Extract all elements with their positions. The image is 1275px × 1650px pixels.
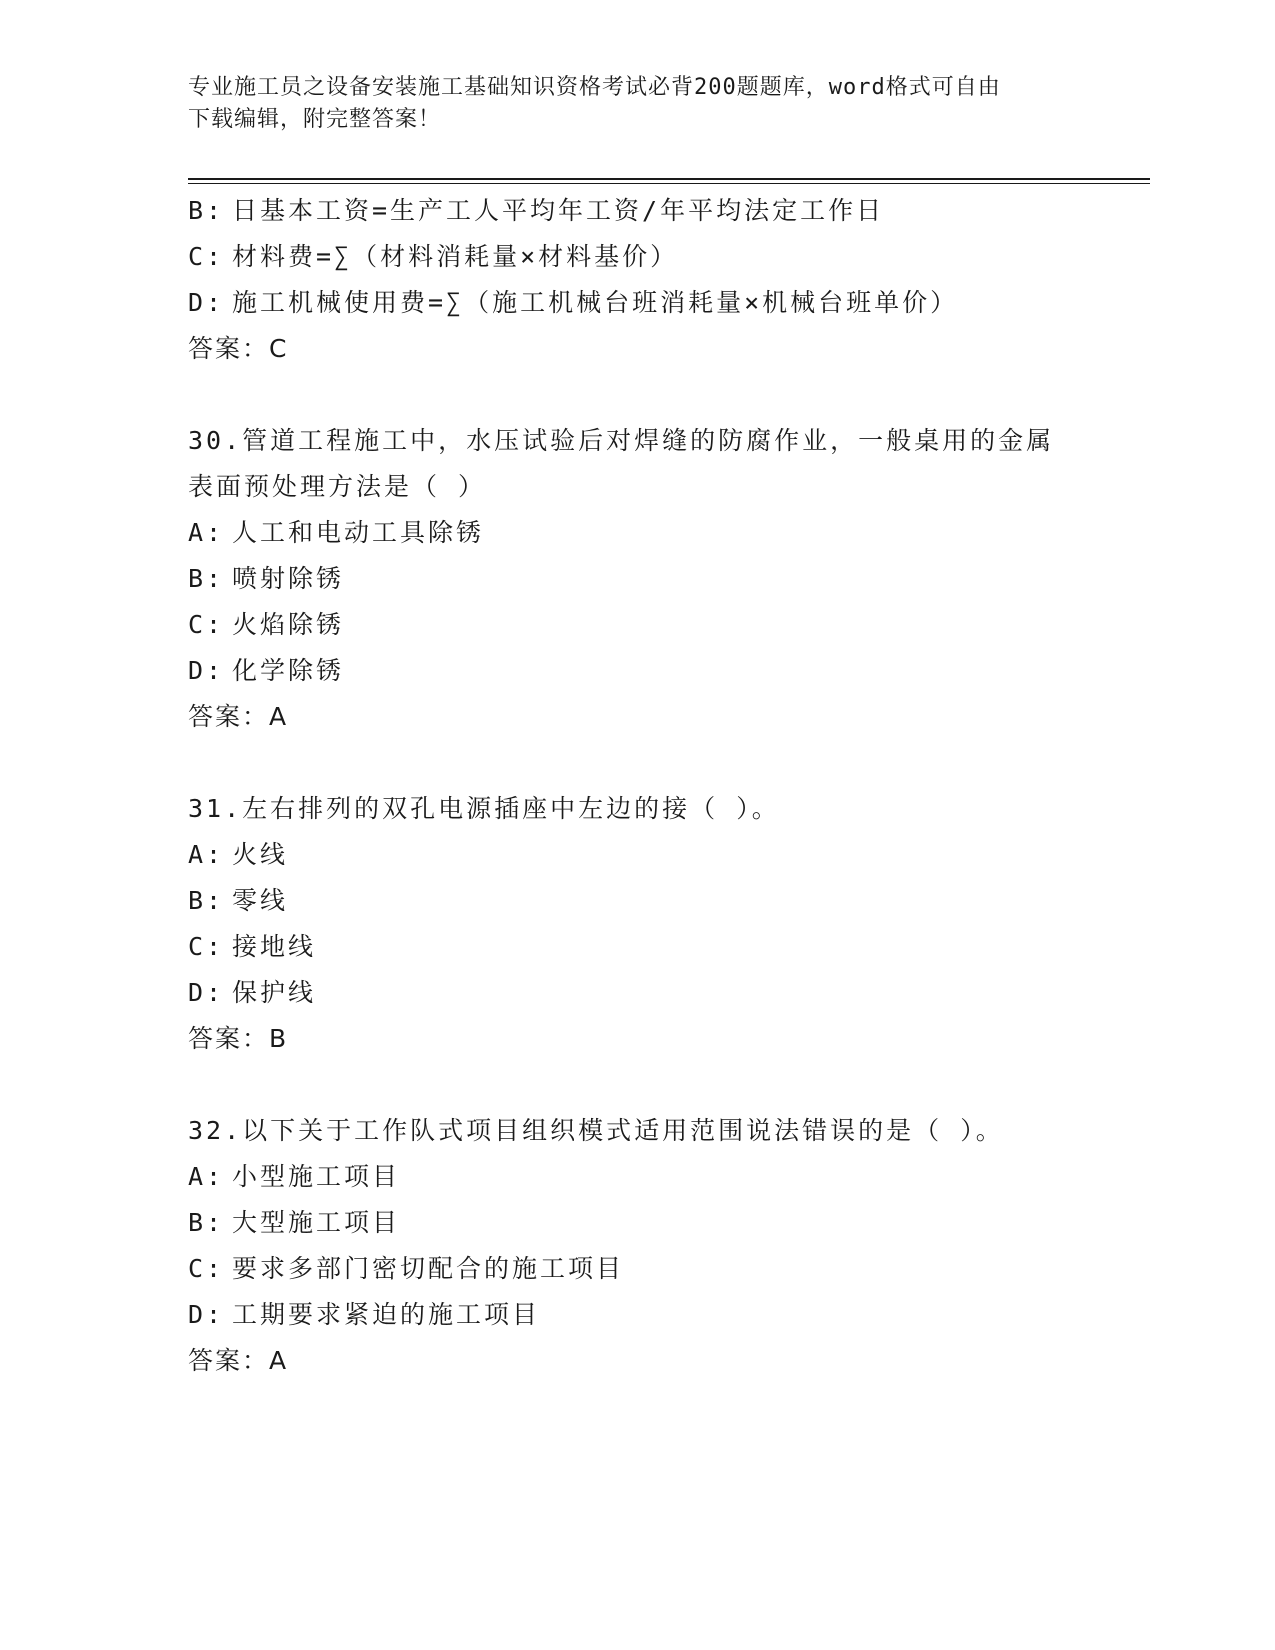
option-letter: D: — [188, 288, 225, 317]
option-letter: D: — [188, 656, 225, 685]
option-row — [188, 1246, 1088, 1292]
question-stem: 30.管道工程施工中，水压试验后对焊缝的防腐作业，一般桌用的金属 — [188, 426, 1055, 455]
option-text: 喷射除锈 — [232, 564, 345, 593]
option-letter: B: — [188, 886, 225, 915]
option-row — [188, 970, 1088, 1016]
option-letter: C: — [188, 932, 225, 961]
document-body — [188, 188, 1088, 1384]
option-row — [188, 602, 1088, 648]
spacer — [188, 740, 1088, 786]
option-row — [188, 556, 1088, 602]
option-row — [188, 1292, 1088, 1338]
option-row — [188, 510, 1088, 556]
option-text: 施工机械使用费=∑（施工机械台班消耗量×机械台班单价） — [232, 288, 959, 317]
option-text: 日基本工资=生产工人平均年工资/年平均法定工作日 — [232, 196, 885, 225]
option-row — [188, 1200, 1088, 1246]
option-text: 工期要求紧迫的施工项目 — [232, 1300, 541, 1329]
option-text: 保护线 — [232, 978, 317, 1007]
option-row — [188, 924, 1088, 970]
option-letter: A: — [188, 1162, 225, 1191]
option-letter: B: — [188, 1208, 225, 1237]
option-row — [188, 280, 1088, 326]
option-letter: A: — [188, 840, 225, 869]
header-divider-thick — [188, 178, 1150, 180]
header-divider-thin — [188, 183, 1150, 184]
option-text: 火焰除锈 — [232, 610, 345, 639]
answer-line: 答案：A — [188, 702, 289, 731]
option-letter: D: — [188, 1300, 225, 1329]
option-text: 小型施工项目 — [232, 1162, 401, 1191]
question-29-continuation — [188, 188, 1088, 372]
option-text: 零线 — [232, 886, 289, 915]
question-stem: 31.左右排列的双孔电源插座中左边的接（ ）。 — [188, 794, 780, 823]
option-letter: B: — [188, 196, 225, 225]
answer-line: 答案：C — [188, 334, 289, 363]
document-header — [188, 72, 1068, 136]
option-text: 化学除锈 — [232, 656, 345, 685]
question-31 — [188, 786, 1088, 1062]
option-text: 大型施工项目 — [232, 1208, 401, 1237]
option-text: 要求多部门密切配合的施工项目 — [232, 1254, 625, 1283]
option-row — [188, 1154, 1088, 1200]
question-stem: 32.以下关于工作队式项目组织模式适用范围说法错误的是（ ）。 — [188, 1116, 1004, 1145]
option-letter: D: — [188, 978, 225, 1007]
option-row — [188, 878, 1088, 924]
option-row — [188, 234, 1088, 280]
answer-line: 答案：B — [188, 1024, 289, 1053]
answer-line: 答案：A — [188, 1346, 289, 1375]
option-text: 人工和电动工具除锈 — [232, 518, 485, 547]
option-row — [188, 648, 1088, 694]
option-letter: C: — [188, 1254, 225, 1283]
option-letter: C: — [188, 242, 225, 271]
option-letter: A: — [188, 518, 225, 547]
question-32 — [188, 1108, 1088, 1384]
option-text: 材料费=∑（材料消耗量×材料基价） — [232, 242, 679, 271]
spacer — [188, 372, 1088, 418]
header-line-2: 下载编辑，附完整答案！ — [188, 107, 442, 132]
option-text: 接地线 — [232, 932, 317, 961]
option-row — [188, 188, 1088, 234]
option-row — [188, 832, 1088, 878]
header-line-1: 专业施工员之设备安装施工基础知识资格考试必背200题题库，word格式可自由 — [188, 75, 1001, 100]
option-text: 火线 — [232, 840, 289, 869]
question-stem-continued: 表面预处理方法是（ ） — [188, 472, 487, 501]
question-30 — [188, 418, 1088, 740]
option-letter: C: — [188, 610, 225, 639]
option-letter: B: — [188, 564, 225, 593]
spacer — [188, 1062, 1088, 1108]
